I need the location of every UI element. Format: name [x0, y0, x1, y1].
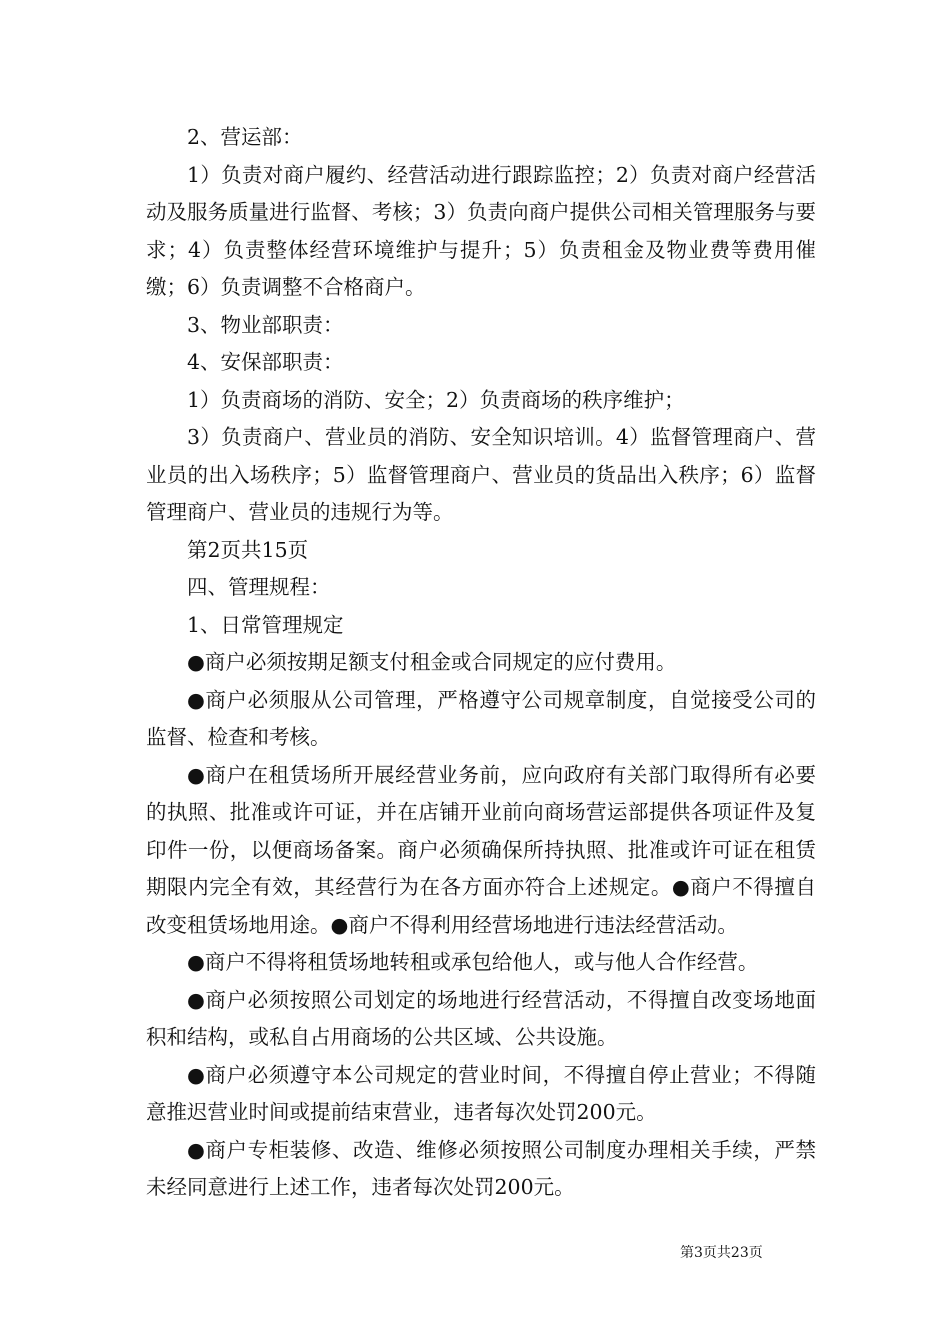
- paragraph-operations-duties: 1）负责对商户履约、经营活动进行跟踪监控；2）负责对商户经营活动及服务质量进行监督、考核；3）负责向商户提供公司相关管理服务与要求；4）负责整体经营环境维护与提升；5）负责租金及物业费等费用催缴；6）负责调整不合格商户。: [146, 162, 816, 299]
- rule-item: ●商户必须按期足额支付租金或合同规定的应付费用。: [187, 650, 677, 674]
- page-footer: 第3页共23页: [680, 1245, 763, 1261]
- section-heading-security: 4、安保部职责：: [187, 350, 344, 374]
- subsection-heading-daily: 1、日常管理规定: [187, 612, 344, 637]
- paragraph-security-duties-2: 3）负责商户、营业员的消防、安全知识培训。4）监督管理商户、营业员的出入场秩序；5）监督管理商户、营业员的货品出入秩序；6）监督管理商户、营业员的违规行为等。: [146, 425, 816, 524]
- section-heading-operations: 2、营运部：: [187, 125, 303, 149]
- rule-item: ●商户必须服从公司管理，严格遵守公司规章制度，自觉接受公司的监督、检查和考核。: [146, 687, 816, 749]
- rule-item: ●商户必须遵守本公司规定的营业时间，不得擅自停止营业；不得随意推迟营业时间或提前结束营业，违者每次处罚200元。: [146, 1062, 816, 1124]
- section-heading-property: 3、物业部职责：: [187, 312, 344, 337]
- rule-item: ●商户在租赁场所开展经营业务前，应向政府有关部门取得所有必要的执照、批准或许可证，并在店铺开业前向商场营运部提供各项证件及复印件一份，以便商场备案。商户必须确保所持执照、批准或许可证在租赁期限内完全有效，其经营行为在各方面亦符合上述规定。●商户不得擅自改变租赁场地用途。●商户不得利用经营场地进行违法经营活动。: [146, 762, 816, 937]
- section-heading-rules: 四、管理规程：: [187, 575, 331, 599]
- rule-item: ●商户不得将租赁场地转租或承包给他人，或与他人合作经营。: [187, 950, 759, 974]
- rule-item: ●商户必须按照公司划定的场地进行经营活动，不得擅自改变场地面积和结构，或私自占用商场的公共区域、公共设施。: [146, 987, 816, 1049]
- inline-page-marker: 第2页共15页: [187, 537, 309, 562]
- document-body: [146, 119, 816, 1207]
- paragraph-security-duties-1: 1）负责商场的消防、安全；2）负责商场的秩序维护；: [187, 387, 685, 412]
- rule-item: ●商户专柜装修、改造、维修必须按照公司制度办理相关手续，严禁未经同意进行上述工作，违者每次处罚200元。: [146, 1137, 816, 1199]
